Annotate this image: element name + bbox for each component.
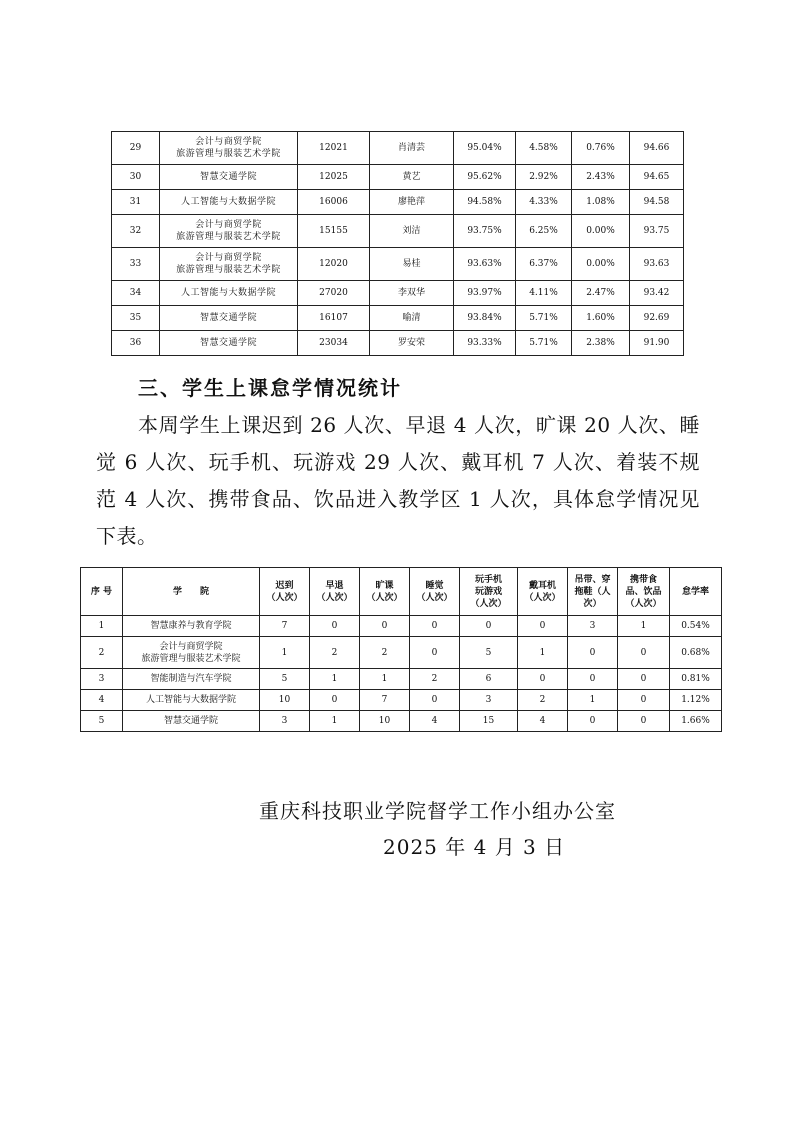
column-header-line: 戴耳机: [528, 580, 556, 591]
class-code-cell: 15155: [298, 215, 370, 248]
score-cell: 94.58: [630, 190, 684, 215]
rate2-cell: 2.92%: [516, 165, 572, 190]
column-header: [360, 568, 410, 616]
teacher-cell: 易桂: [370, 248, 454, 281]
rate1-cell: 93.84%: [454, 306, 516, 331]
college-cell: [160, 331, 298, 356]
rate-cell: 0.54%: [670, 616, 722, 637]
sleep-cell: 2: [410, 669, 460, 690]
college-cell-line: 智慧交通学院: [163, 716, 218, 726]
rate1-cell: 93.97%: [454, 281, 516, 306]
class-code-cell: 27020: [298, 281, 370, 306]
table-row: [81, 711, 722, 732]
rate2-cell: 6.37%: [516, 248, 572, 281]
late-cell: 3: [260, 711, 310, 732]
teacher-cell: 李双华: [370, 281, 454, 306]
phone-cell: 3: [460, 690, 518, 711]
row-number-cell: 5: [81, 711, 123, 732]
column-header-line: （人次）: [366, 592, 403, 603]
table-row: [112, 281, 684, 306]
column-header-line: （人次）: [524, 592, 561, 603]
column-header-line: （人次）: [316, 592, 353, 603]
dress-cell: 0: [568, 711, 618, 732]
column-header: [410, 568, 460, 616]
column-header: [460, 568, 518, 616]
rank-cell: 34: [112, 281, 160, 306]
score-cell: 92.69: [630, 306, 684, 331]
food-cell: 0: [618, 690, 670, 711]
food-cell: 0: [618, 669, 670, 690]
rate-cell: 0.68%: [670, 637, 722, 669]
column-header-line: 携带食: [629, 574, 657, 585]
rate3-cell: 2.47%: [572, 281, 630, 306]
class-ranking-table: [111, 131, 684, 356]
college-cell-line: 旅游管理与服装艺术学院: [141, 653, 241, 664]
row-number-cell: 1: [81, 616, 123, 637]
table-row: [112, 190, 684, 215]
teacher-cell: 肖清芸: [370, 132, 454, 165]
column-header-line: （人次）: [266, 592, 303, 603]
rate3-cell: 2.43%: [572, 165, 630, 190]
rate2-cell: 6.25%: [516, 215, 572, 248]
class-code-cell: 12025: [298, 165, 370, 190]
rate2-cell: 4.11%: [516, 281, 572, 306]
column-header: [670, 568, 722, 616]
class-code-cell: 16006: [298, 190, 370, 215]
rank-cell: 35: [112, 306, 160, 331]
rank-cell: 36: [112, 331, 160, 356]
college-cell: [160, 215, 298, 248]
earphone-cell: 1: [518, 637, 568, 669]
sleep-cell: 0: [410, 637, 460, 669]
table-row: [81, 669, 722, 690]
teacher-cell: 刘洁: [370, 215, 454, 248]
college-cell-line: 会计与商贸学院: [159, 641, 223, 652]
column-header-line: 吊带、穿: [574, 574, 611, 585]
column-header-line: （人次）: [625, 598, 662, 609]
class-code-cell: 12021: [298, 132, 370, 165]
class-code-cell: 16107: [298, 306, 370, 331]
college-cell-line: 会计与商贸学院: [195, 220, 262, 230]
sleep-cell: 4: [410, 711, 460, 732]
food-cell: 0: [618, 637, 670, 669]
rate2-cell: 5.71%: [516, 306, 572, 331]
column-header: [618, 568, 670, 616]
sleep-cell: 0: [410, 690, 460, 711]
food-cell: 1: [618, 616, 670, 637]
column-header-line: 学 院: [172, 586, 209, 597]
score-cell: 93.63: [630, 248, 684, 281]
college-cell: [123, 669, 260, 690]
early-cell: 0: [310, 616, 360, 637]
rate3-cell: 2.38%: [572, 331, 630, 356]
column-header-line: 拖鞋（人: [574, 586, 611, 597]
college-cell-line: 智慧康养与教育学院: [150, 621, 232, 631]
absent-cell: 2: [360, 637, 410, 669]
class-code-cell: 12020: [298, 248, 370, 281]
column-header: [518, 568, 568, 616]
early-cell: 1: [310, 669, 360, 690]
dress-cell: 1: [568, 690, 618, 711]
column-header-line: 早退: [325, 580, 344, 591]
college-cell: [123, 690, 260, 711]
absent-cell: 1: [360, 669, 410, 690]
late-cell: 10: [260, 690, 310, 711]
score-cell: 94.65: [630, 165, 684, 190]
table-row: [112, 215, 684, 248]
score-cell: 93.42: [630, 281, 684, 306]
rate2-cell: 4.58%: [516, 132, 572, 165]
phone-cell: 15: [460, 711, 518, 732]
college-cell: [160, 281, 298, 306]
phone-cell: 5: [460, 637, 518, 669]
score-cell: 91.90: [630, 331, 684, 356]
early-cell: 2: [310, 637, 360, 669]
teacher-cell: 廖艳萍: [370, 190, 454, 215]
early-cell: 0: [310, 690, 360, 711]
rate-cell: 0.81%: [670, 669, 722, 690]
earphone-cell: 4: [518, 711, 568, 732]
rate2-cell: 4.33%: [516, 190, 572, 215]
absent-cell: 7: [360, 690, 410, 711]
college-cell-line: 人工智能与大数据学院: [180, 288, 276, 298]
earphone-cell: 0: [518, 669, 568, 690]
absent-cell: 0: [360, 616, 410, 637]
column-header: [310, 568, 360, 616]
rank-cell: 32: [112, 215, 160, 248]
college-cell-line: 会计与商贸学院: [195, 137, 262, 147]
table-row: [112, 165, 684, 190]
column-header-line: 次）: [583, 598, 602, 609]
rank-cell: 33: [112, 248, 160, 281]
office-signature: 重庆科技职业学院督学工作小组办公室: [259, 799, 616, 823]
score-cell: 94.66: [630, 132, 684, 165]
column-header-line: 迟到: [275, 580, 294, 591]
score-cell: 93.75: [630, 215, 684, 248]
rate1-cell: 95.62%: [454, 165, 516, 190]
food-cell: 0: [618, 711, 670, 732]
column-header-line: （人次）: [470, 598, 507, 609]
rate3-cell: 0.76%: [572, 132, 630, 165]
column-header-line: 睡觉: [425, 580, 444, 591]
summary-paragraph: 本周学生上课迟到 26 人次、早退 4 人次，旷课 20 人次、睡觉 6 人次、玩手机、玩游戏 29 人次、戴耳机 7 人次、着装不规范 4 人次、携带食品、饮品进入教学区 1 人次，具体怠学情况见下表。: [96, 413, 700, 548]
section-title: 三、学生上课怠学情况统计: [138, 376, 402, 400]
rate2-cell: 5.71%: [516, 331, 572, 356]
sleep-cell: 0: [410, 616, 460, 637]
absence-stats-table: [80, 567, 722, 732]
column-header: [123, 568, 260, 616]
column-header-line: （人次）: [416, 592, 453, 603]
class-code-cell: 23034: [298, 331, 370, 356]
earphone-cell: 2: [518, 690, 568, 711]
teacher-cell: 喻清: [370, 306, 454, 331]
table-row: [81, 616, 722, 637]
late-cell: 1: [260, 637, 310, 669]
column-header-line: 序 号: [90, 586, 113, 597]
college-cell-line: 智能制造与汽车学院: [150, 674, 232, 684]
college-cell-line: 旅游管理与服装艺术学院: [176, 149, 281, 159]
rank-cell: 31: [112, 190, 160, 215]
signature-date: 2025 年 4 月 3 日: [383, 835, 566, 859]
college-cell-line: 智慧交通学院: [199, 172, 257, 182]
table-row: [81, 637, 722, 669]
college-cell: [160, 165, 298, 190]
college-cell-line: 旅游管理与服装艺术学院: [176, 265, 281, 275]
table-header-row: [81, 568, 722, 616]
column-header-line: 怠学率: [681, 586, 709, 597]
column-header: [568, 568, 618, 616]
phone-cell: 0: [460, 616, 518, 637]
table-row: [112, 248, 684, 281]
column-header-line: 品、饮品: [625, 586, 662, 597]
phone-cell: 6: [460, 669, 518, 690]
rank-cell: 30: [112, 165, 160, 190]
college-cell: [160, 190, 298, 215]
column-header-line: 玩手机: [474, 574, 502, 585]
college-cell-line: 会计与商贸学院: [195, 253, 262, 263]
college-cell: [123, 711, 260, 732]
college-cell: [160, 306, 298, 331]
column-header-line: 旷课: [375, 580, 394, 591]
rate1-cell: 93.63%: [454, 248, 516, 281]
teacher-cell: 罗安荣: [370, 331, 454, 356]
row-number-cell: 3: [81, 669, 123, 690]
college-cell-line: 旅游管理与服装艺术学院: [176, 232, 281, 242]
table-row: [81, 690, 722, 711]
rate3-cell: 1.08%: [572, 190, 630, 215]
college-cell-line: 智慧交通学院: [199, 338, 257, 348]
rate1-cell: 93.75%: [454, 215, 516, 248]
rate3-cell: 0.00%: [572, 215, 630, 248]
rate1-cell: 95.04%: [454, 132, 516, 165]
row-number-cell: 2: [81, 637, 123, 669]
dress-cell: 0: [568, 637, 618, 669]
early-cell: 1: [310, 711, 360, 732]
late-cell: 7: [260, 616, 310, 637]
rate-cell: 1.66%: [670, 711, 722, 732]
college-cell: [123, 616, 260, 637]
rate1-cell: 94.58%: [454, 190, 516, 215]
column-header: [81, 568, 123, 616]
row-number-cell: 4: [81, 690, 123, 711]
college-cell: [160, 248, 298, 281]
column-header: [260, 568, 310, 616]
dress-cell: 0: [568, 669, 618, 690]
rank-cell: 29: [112, 132, 160, 165]
late-cell: 5: [260, 669, 310, 690]
earphone-cell: 0: [518, 616, 568, 637]
table-row: [112, 331, 684, 356]
table-row: [112, 306, 684, 331]
rate-cell: 1.12%: [670, 690, 722, 711]
table-row: [112, 132, 684, 165]
college-cell: [123, 637, 260, 669]
college-cell-line: 人工智能与大数据学院: [145, 695, 236, 705]
absent-cell: 10: [360, 711, 410, 732]
rate1-cell: 93.33%: [454, 331, 516, 356]
rate3-cell: 1.60%: [572, 306, 630, 331]
college-cell: [160, 132, 298, 165]
teacher-cell: 黄艺: [370, 165, 454, 190]
column-header-line: 玩游戏: [474, 586, 502, 597]
dress-cell: 3: [568, 616, 618, 637]
college-cell-line: 智慧交通学院: [199, 313, 257, 323]
college-cell-line: 人工智能与大数据学院: [180, 197, 276, 207]
rate3-cell: 0.00%: [572, 248, 630, 281]
